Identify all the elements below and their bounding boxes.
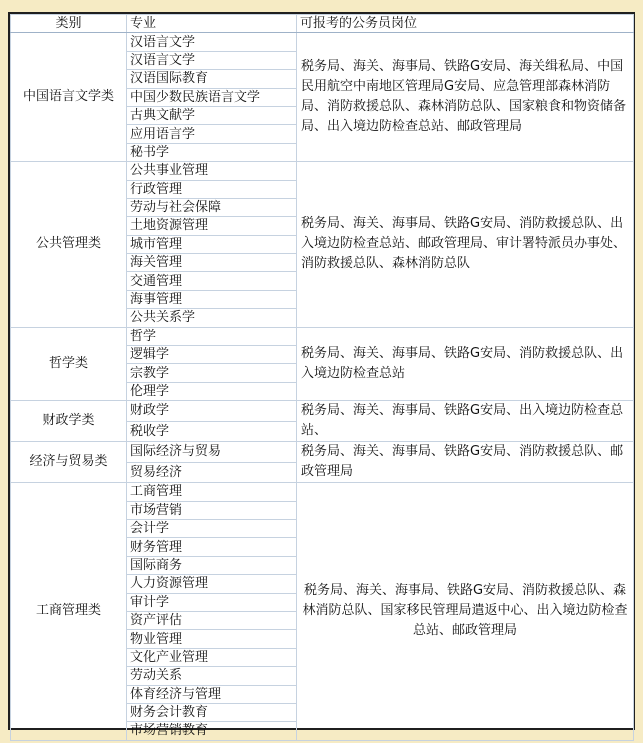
major-cell[interactable]: 汉语言文学 <box>127 51 297 69</box>
category-cell[interactable]: 工商管理类 <box>11 483 127 740</box>
category-cell[interactable]: 哲学类 <box>11 327 127 401</box>
major-cell[interactable]: 城市管理 <box>127 235 297 253</box>
major-cell[interactable]: 资产评估 <box>127 611 297 629</box>
major-cell[interactable]: 古典文献学 <box>127 106 297 124</box>
header-major[interactable]: 专业 <box>127 15 297 33</box>
major-cell[interactable]: 财务会计教育 <box>127 703 297 721</box>
major-cell[interactable]: 会计学 <box>127 519 297 537</box>
major-cell[interactable]: 审计学 <box>127 593 297 611</box>
category-cell[interactable]: 中国语言文学类 <box>11 33 127 162</box>
major-cell[interactable]: 税收学 <box>127 421 297 442</box>
major-cell[interactable]: 哲学 <box>127 327 297 345</box>
major-cell[interactable]: 贸易经济 <box>127 462 297 483</box>
positions-cell[interactable]: 税务局、海关、海事局、铁路G安局、消防救援总队、邮政管理局 <box>297 442 634 483</box>
major-cell[interactable]: 行政管理 <box>127 180 297 198</box>
header-category[interactable]: 类别 <box>11 15 127 33</box>
positions-cell[interactable]: 税务局、海关、海事局、铁路G安局、海关缉私局、中国民用航空中南地区管理局G安局、应急管理部森林消防局、消防救援总队、森林消防总队、国家粮食和物资储备局、出入境边防检查总站、邮政管理局 <box>297 33 634 162</box>
table-row <box>11 327 634 345</box>
table-row <box>11 442 634 463</box>
positions-cell[interactable]: 税务局、海关、海事局、铁路G安局、消防救援总队、森林消防总队、国家移民管理局遣返中心、出入境边防检查总站、邮政管理局 <box>297 483 634 740</box>
major-cell[interactable]: 汉语言文学 <box>127 33 297 51</box>
major-cell[interactable]: 海事管理 <box>127 290 297 308</box>
category-cell[interactable]: 公共管理类 <box>11 162 127 328</box>
major-cell[interactable]: 财务管理 <box>127 538 297 556</box>
major-cell[interactable]: 宗教学 <box>127 364 297 382</box>
major-cell[interactable]: 海关管理 <box>127 254 297 272</box>
major-cell[interactable]: 市场营销教育 <box>127 722 297 740</box>
major-cell[interactable]: 物业管理 <box>127 630 297 648</box>
major-cell[interactable]: 中国少数民族语言文学 <box>127 88 297 106</box>
major-cell[interactable]: 工商管理 <box>127 483 297 501</box>
major-cell[interactable]: 劳动与社会保障 <box>127 198 297 216</box>
major-cell[interactable]: 国际经济与贸易 <box>127 442 297 463</box>
category-cell[interactable]: 财政学类 <box>11 401 127 442</box>
major-cell[interactable]: 应用语言学 <box>127 125 297 143</box>
major-cell[interactable]: 交通管理 <box>127 272 297 290</box>
table-row <box>11 483 634 501</box>
major-cell[interactable]: 土地资源管理 <box>127 217 297 235</box>
positions-cell[interactable]: 税务局、海关、海事局、铁路G安局、消防救援总队、出入境边防检查总站、邮政管理局、审计署特派员办事处、消防救援总队、森林消防总队 <box>297 162 634 328</box>
major-cell[interactable]: 人力资源管理 <box>127 575 297 593</box>
header-row <box>11 15 634 33</box>
major-cell[interactable]: 公共事业管理 <box>127 162 297 180</box>
positions-cell[interactable]: 税务局、海关、海事局、铁路G安局、出入境边防检查总站、 <box>297 401 634 442</box>
major-cell[interactable]: 市场营销 <box>127 501 297 519</box>
positions-cell[interactable]: 税务局、海关、海事局、铁路G安局、消防救援总队、出入境边防检查总站 <box>297 327 634 401</box>
major-cell[interactable]: 文化产业管理 <box>127 648 297 666</box>
major-cell[interactable]: 秘书学 <box>127 143 297 161</box>
major-cell[interactable]: 逻辑学 <box>127 346 297 364</box>
header-positions[interactable]: 可报考的公务员岗位 <box>297 15 634 33</box>
major-cell[interactable]: 公共关系学 <box>127 309 297 327</box>
category-cell[interactable]: 经济与贸易类 <box>11 442 127 483</box>
table-row <box>11 162 634 180</box>
table-row <box>11 401 634 422</box>
major-cell[interactable]: 劳动关系 <box>127 667 297 685</box>
major-cell[interactable]: 伦理学 <box>127 382 297 400</box>
major-cell[interactable]: 财政学 <box>127 401 297 422</box>
spreadsheet-frame <box>8 12 635 739</box>
major-cell[interactable]: 体育经济与管理 <box>127 685 297 703</box>
major-cell[interactable]: 汉语国际教育 <box>127 70 297 88</box>
table-body <box>11 33 634 740</box>
positions-table <box>10 14 634 741</box>
major-cell[interactable]: 国际商务 <box>127 556 297 574</box>
table-row <box>11 33 634 51</box>
